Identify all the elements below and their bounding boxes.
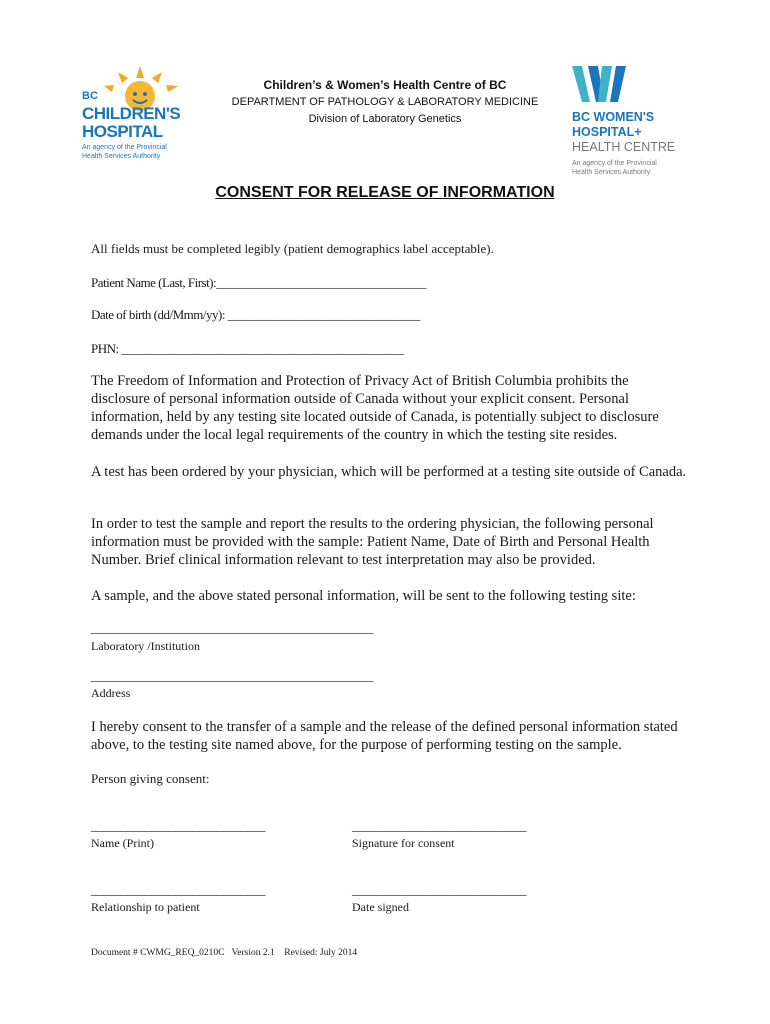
relationship-label: Relationship to patient (91, 900, 200, 914)
required-info-paragraph: In order to test the sample and report the results to the ordering physician, the following personal information must be provided with the sample: Patient Name, Date of Birth and Personal Health Number. Brief clinical information relevant to test interpretation may also be provided. (91, 516, 654, 568)
logo-hospital-text: HOSPITAL (82, 122, 163, 141)
logo-bc-text: BC (82, 90, 98, 102)
division-name: Division of Laboratory Genetics (308, 113, 462, 125)
signature-line[interactable]: _____________________________ (352, 818, 526, 833)
test-ordered-paragraph: A test has been ordered by your physician, which will be performed at a testing site outside of Canada. (91, 464, 687, 480)
address-label: Address (91, 686, 131, 700)
phn-field[interactable]: PHN: _______________________________________________ (91, 341, 404, 356)
logo-childrens-text: CHILDREN'S (82, 104, 181, 123)
logo-health-centre-text: HEALTH CENTRE (572, 140, 676, 154)
address-line[interactable]: _______________________________________________ (91, 668, 373, 683)
logo-agency-line-1: An agency of the Provincial (82, 144, 167, 151)
date-signed-line[interactable]: _____________________________ (352, 882, 526, 897)
logo-agency-line-2: Health Services Authority (572, 169, 651, 176)
person-giving-consent-label: Person giving consent: (91, 771, 210, 786)
logo-agency-line-2: Health Services Authority (82, 153, 161, 160)
department-name: DEPARTMENT OF PATHOLOGY & LABORATORY MEDICINE (231, 96, 539, 108)
org-name: Children’s & Women’s Health Centre of BC (263, 78, 507, 92)
w-mark-icon (570, 64, 630, 106)
date-signed-label: Date signed (352, 900, 409, 914)
logo-womens-text: BC WOMEN'S (572, 110, 655, 124)
name-print-line[interactable]: _____________________________ (91, 818, 265, 833)
laboratory-label: Laboratory /Institution (91, 639, 200, 653)
logo-agency-line-1: An agency of the Provincial (572, 160, 657, 167)
name-print-label: Name (Print) (91, 836, 154, 850)
signature-label: Signature for consent (352, 836, 455, 850)
patient-name-field[interactable]: Patient Name (Last, First):___________________________________ (91, 275, 427, 290)
form-title: CONSENT FOR RELEASE OF INFORMATION (215, 184, 555, 201)
relationship-line[interactable]: _____________________________ (91, 882, 265, 897)
foi-paragraph: The Freedom of Information and Protection of Privacy Act of British Columbia prohibits the disclosure of personal information outside of Canada without your explicit consent. Personal information, held by any testing site located outside of Canada, is potentially subject to disclosure demands under the local legal requirements of the country in which the testing site resides. (91, 373, 659, 443)
bc-womens-hospital-logo (570, 64, 700, 182)
date-of-birth-field[interactable]: Date of birth (dd/Mmm/yy): ________________________________ (91, 307, 420, 322)
instructions-text: All fields must be completed legibly (patient demographics label acceptable). (91, 241, 494, 256)
laboratory-line[interactable]: _______________________________________________ (91, 620, 373, 635)
consent-paragraph: I hereby consent to the transfer of a sample and the release of the defined personal information stated above, to the testing site named above, for the purpose of performing testing on the sample. (91, 719, 678, 753)
logo-hospital-plus-text: HOSPITAL+ (572, 125, 642, 139)
sample-sent-paragraph: A sample, and the above stated personal information, will be sent to the following testing site: (91, 588, 636, 604)
document-footer: Document # CWMG_REQ_0210C Version 2.1 Revised: July 2014 (91, 948, 358, 958)
